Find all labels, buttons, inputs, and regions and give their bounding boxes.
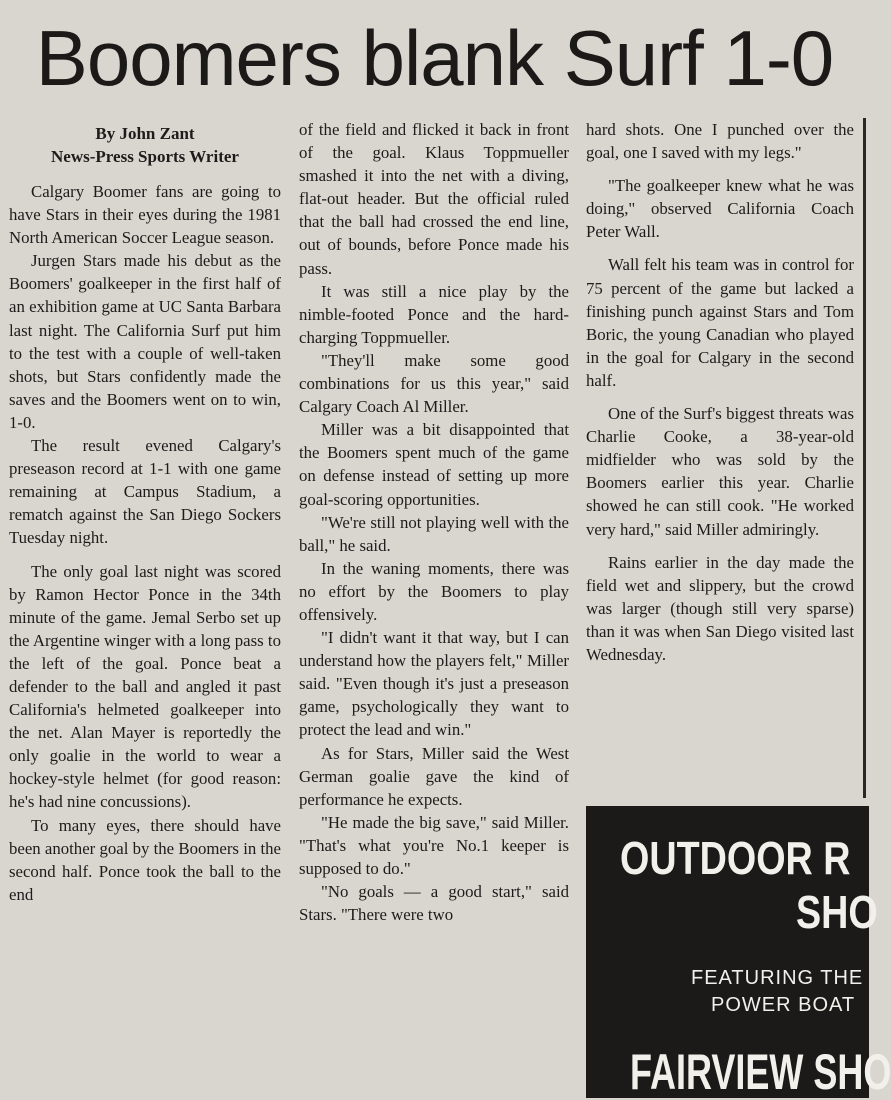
ad-line-3: FEATURING THE xyxy=(691,967,864,989)
paragraph: To many eyes, there should have been another goal by the Boomers in the second half. Ponce took the ball to the end xyxy=(9,815,281,904)
paragraph: Miller was a bit disappointed that the Boomers spent much of the game on defense instead of setting up more goal-scoring opportunities. xyxy=(299,420,569,509)
headline: Boomers blank Surf 1-0 xyxy=(35,14,834,102)
ad-line-5: FAIRVIEW SHO xyxy=(630,1044,891,1100)
paragraph: "They'll make some good combinations for us this year," said Calgary Coach Al Miller. xyxy=(299,350,569,417)
paragraph: "I didn't want it that way, but I can understand how the players felt," Miller said. "Even though it's just a preseason game, psychologically they want to protect the lead and win." xyxy=(299,628,569,740)
paragraph: "We're still not playing well with the ball," he said. xyxy=(299,512,569,555)
paragraph: Rains earlier in the day made the field wet and slippery, but the crowd was larger (though still very sparse) than it was when San Diego visited last Wednesday. xyxy=(586,552,854,664)
paragraph: The only goal last night was scored by Ramon Hector Ponce in the 34th minute of the game. Jemal Serbo set up the Argentine winger with a long pass to the left of the goal. Ponce beat a defender to the ball and angled it past California's helmeted goalkeeper into the net. Alan Mayer is reportedly the only goalie in the world to wear a hockey-style helmet (for good reason: he's had nine concussions). xyxy=(9,561,281,812)
paragraph: hard shots. One I punched over the goal, one I saved with my legs." xyxy=(586,120,854,163)
paragraph: Calgary Boomer fans are going to have Stars in their eyes during the 1981 North American Soccer League season. xyxy=(9,182,281,248)
article-column-3 xyxy=(586,118,854,666)
paragraph: Jurgen Stars made his debut as the Boomers' goalkeeper in the first half of an exhibition game at UC Santa Barbara last night. The California Surf put him to the test with a couple of well-taken shots, but Stars confidently made the saves and the Boomers went on to win, 1-0. xyxy=(9,251,281,432)
paragraph: of the field and flicked it back in front of the goal. Klaus Toppmueller smashed it into the net with a diving, flat-out header. But the official ruled that the ball had crossed the end line, out of bounds, before Ponce made his pass. xyxy=(299,120,569,278)
ad-line-2: SHO xyxy=(796,886,878,938)
paragraph: "No goals — a good start," said Stars. "There were two xyxy=(299,882,569,925)
advertisement xyxy=(586,806,891,1100)
article-column-2 xyxy=(299,118,569,926)
paragraph: It was still a nice play by the nimble-footed Ponce and the hard-charging Toppmueller. xyxy=(299,281,569,347)
paragraph: "He made the big save," said Miller. "That's what you're No.1 keeper is supposed to do." xyxy=(299,812,569,878)
byline-role: News-Press Sports Writer xyxy=(51,147,239,166)
paragraph: "The goalkeeper knew what he was doing," observed California Coach Peter Wall. xyxy=(586,176,854,242)
paragraph: In the waning moments, there was no effort by the Boomers to play offensively. xyxy=(299,558,569,624)
column-rule xyxy=(863,118,866,798)
paragraph: Wall felt his team was in control for 75 percent of the game but lacked a finishing punch against Stars and Tom Boric, the young Canadian who played in the goal for Calgary in the second half. xyxy=(586,255,854,390)
ad-line-1: OUTDOOR R xyxy=(620,832,851,884)
article-column-1 xyxy=(9,118,281,906)
paragraph: As for Stars, Miller said the West German goalie gave the kind of performance he expects. xyxy=(299,743,569,809)
paragraph: One of the Surf's biggest threats was Charlie Cooke, a 38-year-old midfielder who was sold by the Boomers earlier this year. Charlie showed he can still cook. "He worked very hard," said Miller admiringly. xyxy=(586,404,854,539)
byline xyxy=(9,122,281,168)
ad-line-4: POWER BOAT xyxy=(711,994,856,1016)
paragraph: The result evened Calgary's preseason record at 1-1 with one game remaining at Campus Stadium, a rematch against the San Diego Sockers Tuesday night. xyxy=(9,436,281,548)
byline-author: By John Zant xyxy=(95,124,195,143)
